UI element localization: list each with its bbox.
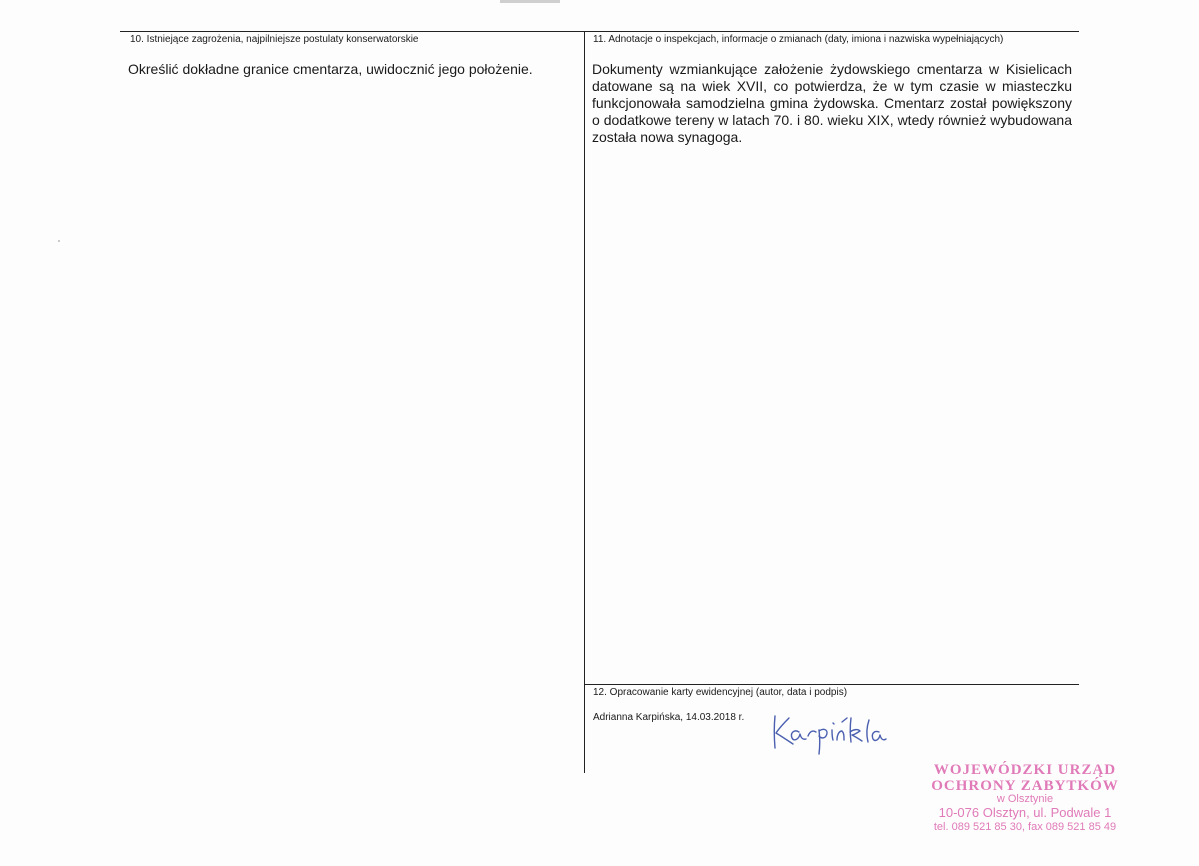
scan-edge-mark <box>500 0 560 3</box>
section11-label: 11. Adnotacje o inspekcjach, informacje o zmianach (daty, imiona i nazwiska wypełniających) <box>593 34 1004 45</box>
stamp-line-3: w Olsztynie <box>996 793 1054 805</box>
section12-author-date: Adrianna Karpińska, 14.03.2018 r. <box>593 712 745 723</box>
top-border <box>120 31 1079 32</box>
column-divider <box>584 31 585 773</box>
stamp-line-5: tel. 089 521 85 30, fax 089 521 85 49 <box>933 821 1117 833</box>
section12-label: 12. Opracowanie karty ewidencyjnej (autor, data i podpis) <box>593 687 848 698</box>
stamp-line-1: WOJEWÓDZKI URZĄD <box>933 762 1117 778</box>
scan-speck <box>58 240 60 242</box>
section11-text: Dokumenty wzmiankujące założenie żydowskiego cmentarza w Kisielicach datowane są na wiek XVII, co potwierdza, że w tym czasie w miasteczku funkcjonowała samodzielna gmina żydowska. Cmentarz został powiększony o dodatkowe tereny w latach 70. i 80. wieku XIX, wtedy również wybudowana została nowa synagoga. <box>592 61 1072 145</box>
section10-text: Określić dokładne granice cmentarza, uwidocznić jego położenie. <box>128 61 533 77</box>
stamp-line-4: 10-076 Olsztyn, ul. Podwale 1 <box>938 805 1112 820</box>
section12-divider <box>584 684 1079 685</box>
section10-label: 10. Istniejące zagrożenia, najpilniejsze postulaty konserwatorskie <box>130 34 419 45</box>
official-stamp <box>920 762 1130 834</box>
handwritten-signature <box>765 702 890 757</box>
stamp-line-2: OCHRONY ZABYTKÓW <box>931 778 1119 794</box>
